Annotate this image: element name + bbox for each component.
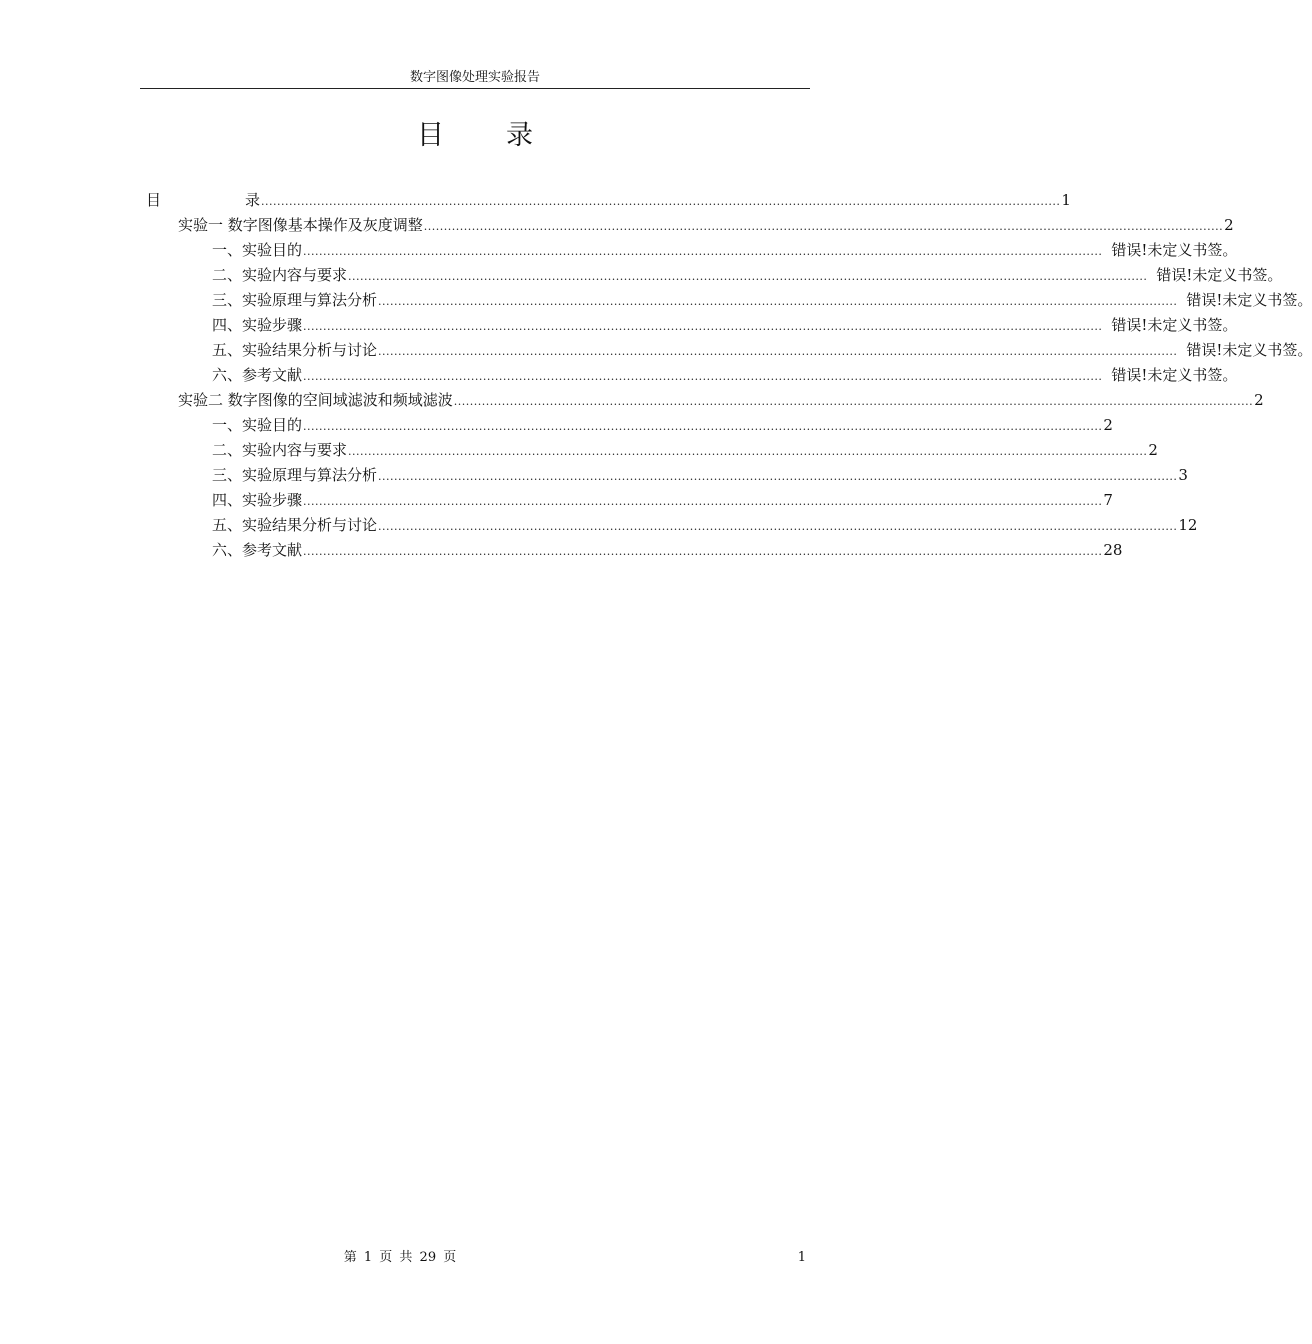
toc-entry-exp2-3[interactable] [212,463,1188,488]
toc-entry-contents[interactable] [146,188,1071,213]
toc-leader-dots: ........................................................................................................................................................................................................ [303,545,1103,558]
toc-leader-dots: ........................................................................................................................................................................................................ [378,520,1178,533]
toc-leader-dots: ........................................................................................................................................................................................................ [348,270,1148,283]
toc-entry-exp2-4[interactable] [212,488,1113,513]
running-header: 数字图像处理实验报告 [409,70,540,85]
toc-entry-exp1-5[interactable] [212,338,1312,363]
toc-entry-exp1-1[interactable] [212,238,1238,263]
toc-entry-page: 错误!未定义书签。 [1111,241,1238,259]
toc-entry-label: 三、实验原理与算法分析 [212,291,378,309]
toc-entry-label: 六、参考文献 [212,366,303,384]
toc-entry-exp1-3[interactable] [212,288,1312,313]
toc-entry-exp2-2[interactable] [212,438,1158,463]
toc-entry-page: 2 [1254,391,1264,409]
toc-entry-page: 1 [1061,191,1071,209]
toc-entry-label: 二、实验内容与要求 [212,266,348,284]
header-rule [140,88,810,89]
toc-entry-label: 二、实验内容与要求 [212,441,348,459]
toc-entry-label: 实验二 数字图像的空间域滤波和频域滤波 [178,391,453,409]
toc-entry-exp2[interactable] [178,388,1264,413]
toc-leader-dots: ........................................................................................................................................................................................................ [348,445,1148,458]
toc-entry-label: 一、实验目的 [212,416,303,434]
toc-entry-label: 五、实验结果分析与讨论 [212,341,378,359]
toc-leader-dots: ........................................................................................................................................................................................................ [261,195,1061,208]
toc-leader-dots: ........................................................................................................................................................................................................ [378,470,1178,483]
toc-leader-dots: ........................................................................................................................................................................................................ [303,370,1103,383]
toc-title [140,118,810,154]
toc-entry-page: 2 [1148,441,1158,459]
toc-entry-exp1-6[interactable] [212,363,1238,388]
toc-entry-label: 六、参考文献 [212,541,303,559]
toc-entry-page: 28 [1103,541,1123,559]
toc-leader-dots: ........................................................................................................................................................................................................ [378,295,1178,308]
toc-entry-exp1[interactable] [178,213,1234,238]
toc-entry-page: 错误!未定义书签。 [1186,291,1312,309]
toc-entry-page: 12 [1178,516,1198,534]
toc-entry-page: 3 [1178,466,1188,484]
toc-entry-label: 四、实验步骤 [212,316,303,334]
toc-leader-dots: ........................................................................................................................................................................................................ [303,420,1103,433]
toc-leader-dots: ........................................................................................................................................................................................................ [303,245,1103,258]
toc-entry-label: 一、实验目的 [212,241,303,259]
toc-entry-page: 错误!未定义书签。 [1186,341,1312,359]
toc-entry-exp2-5[interactable] [212,513,1198,538]
toc-entry-page: 错误!未定义书签。 [1111,366,1238,384]
toc-leader-dots: ........................................................................................................................................................................................................ [303,495,1103,508]
toc-leader-dots: ........................................................................................................................................................................................................ [453,395,1254,408]
toc-leader-dots: ........................................................................................................................................................................................................ [378,345,1178,358]
footer-page-number: 1 [797,1250,806,1265]
toc-leader-dots: ........................................................................................................................................................................................................ [303,320,1103,333]
toc-entry-exp2-6[interactable] [212,538,1123,563]
toc-entry-exp2-1[interactable] [212,413,1113,438]
toc-entry-label: 三、实验原理与算法分析 [212,466,378,484]
toc-entry-page: 错误!未定义书签。 [1156,266,1283,284]
toc-entry-exp1-2[interactable] [212,263,1283,288]
toc-entry-label: 实验一 数字图像基本操作及灰度调整 [178,216,423,234]
toc-entry-label: 目 录 [146,191,261,209]
toc-entry-label: 五、实验结果分析与讨论 [212,516,378,534]
toc-entry-page: 2 [1103,416,1113,434]
toc-leader-dots: ........................................................................................................................................................................................................ [423,220,1224,233]
footer-page-info: 第 1 页 共 29 页 [343,1250,457,1265]
toc-title-left: 目 [417,120,444,151]
toc-entry-page: 7 [1103,491,1113,509]
toc-entry-label: 四、实验步骤 [212,491,303,509]
toc-entry-page: 错误!未定义书签。 [1111,316,1238,334]
toc-entry-page: 2 [1224,216,1234,234]
toc-title-right: 录 [506,120,533,151]
toc-entry-exp1-4[interactable] [212,313,1238,338]
